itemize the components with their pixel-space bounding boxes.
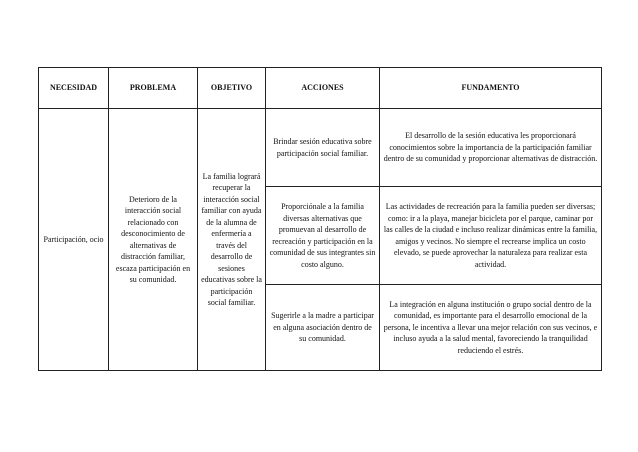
cell-objetivo	[198, 109, 266, 371]
header-row	[39, 68, 602, 109]
cell-accion-2	[266, 187, 380, 285]
cell-fundamento-1	[380, 109, 602, 187]
accion-text: Brindar sesión educativa sobre participación social familiar.	[273, 137, 372, 158]
accion-text: Proporciónale a la familia diversas alternativas que promuevan al desarrollo de recreación y participación en la comunidad de sus integrantes sin costo alguno.	[269, 202, 376, 269]
fundamento-text: La integración en alguna institución o grupo social dentro de la comunidad, es importante para el desarrollo emocional de la persona, le incentiva a llevar una mejor relación con sus vecinos, e incluso ayuda a la salud mental, favoreciendo la tranquilidad reduciendo el estrés.	[383, 299, 598, 355]
cell-necesidad	[39, 109, 109, 371]
cell-fundamento-3	[380, 285, 602, 371]
cell-accion-1	[266, 109, 380, 187]
cell-accion-3	[266, 285, 380, 371]
necesidad-text: Participación, ocio	[43, 234, 104, 244]
fundamento-text: El desarrollo de la sesión educativa les proporcionará conocimientos sobre la importancia de la participación familiar dentro de su comunidad y proporcionar alternativas de distracción.	[383, 131, 598, 164]
cell-problema	[109, 109, 198, 371]
problema-text: Deterioro de la interacción social relacionado con desconocimiento de alternativas de distracción familiar, escaza participación en su comunidad.	[115, 194, 191, 284]
header-necesidad: NECESIDAD	[39, 68, 109, 109]
accion-text: Sugerirle a la madre a participar en alguna asociación dentro de su comunidad.	[271, 311, 374, 344]
header-fundamento: FUNDAMENTO	[380, 68, 602, 109]
objetivo-text: La familia logrará recuperar la interacción social familiar con ayuda de la alumna de enfermería a través del desarrollo de sesiones educativas sobre la participación social familiar.	[201, 171, 262, 307]
fundamento-text: Las actividades de recreación para la familia pueden ser diversas; como: ir a la playa, manejar bicicleta por el parque, caminar por las calles de la ciudad e incluso realizar dinámicas entre la familia, amigos y vecinos. No siempre el recrearse implica un costo elevado, se puede aprovechar la naturaleza para realizar esta actividad.	[383, 202, 598, 269]
table-row	[39, 109, 602, 187]
care-plan-table	[38, 67, 602, 371]
header-problema: PROBLEMA	[109, 68, 198, 109]
header-objetivo: OBJETIVO	[198, 68, 266, 109]
cell-fundamento-2	[380, 187, 602, 285]
header-acciones: ACCIONES	[266, 68, 380, 109]
